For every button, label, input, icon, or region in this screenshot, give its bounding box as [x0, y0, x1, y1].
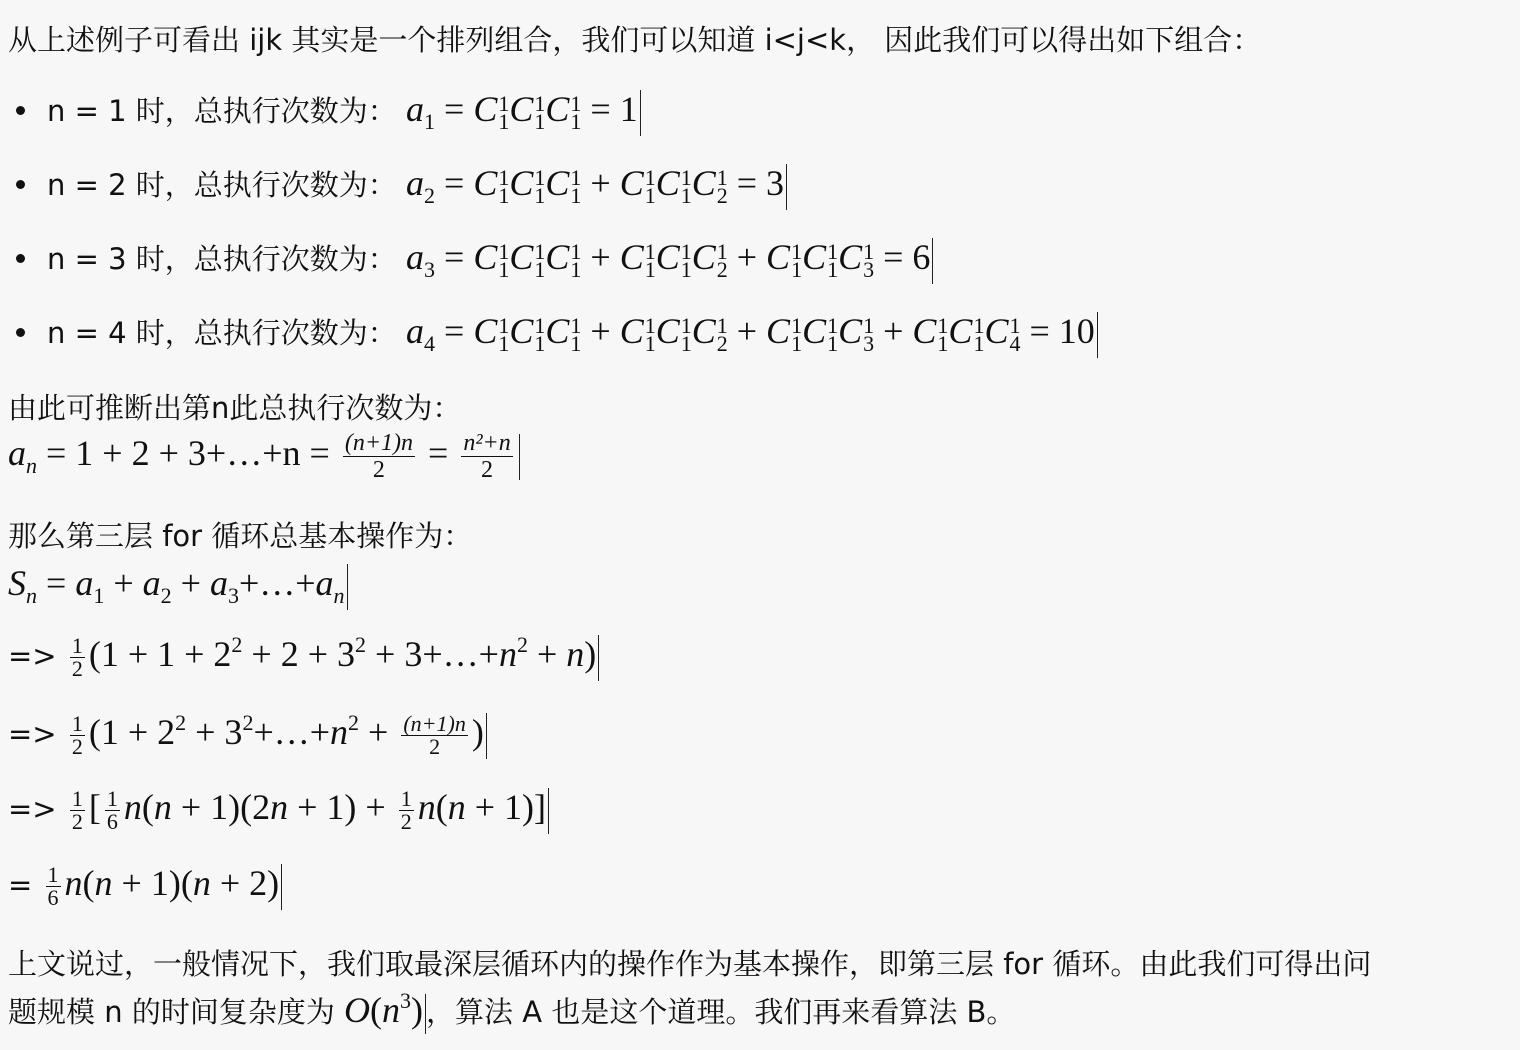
text-cursor	[786, 164, 787, 210]
text-cursor	[598, 635, 599, 681]
formula-a1: $a_1 = C$ 1 1 C 1 1 C 1 1 = 1	[406, 89, 641, 129]
conclusion-line-2: 题规模 n 的时间复杂度为 $O(n^3)$ ，算法 A 也是这个道理。我们再来看算法 B。	[8, 988, 1015, 1034]
bullet-icon	[16, 106, 25, 115]
text-cursor	[347, 564, 348, 610]
text-cursor	[1097, 312, 1098, 358]
case-n2: n = 2 时，总执行次数为： $a_2 = C$ 1 1 C 1 1 C 1 1 + C 1 1 C 1 1 C 1 2 = 3	[8, 162, 787, 210]
step-3: => $\frac{1}{2}$ [ $\frac{1}{6}$ n(n + 1)(2n + 1) + $\frac{1}{2}$ n(n + 1)]	[8, 786, 549, 834]
formula-an: $a_n = 1 + 2$ + 3+…+n = $\frac{(n+1)n}{2}$ = $\frac{\text{n²+n}}{2}$	[8, 430, 520, 483]
case-n4: n = 4 时，总执行次数为： $a_4 = C$ 1 1 C 1 1 C 1 1 + C 1 1 C 1 1 C 1 2 + C 1 1 C 1 1 C 1 3 + C 1 1 C 1 1 C 1 4 = 10	[8, 310, 1098, 358]
formula-sn: $S_n = a_1 + a_2$ + $a_3+\dots+a_n$	[8, 562, 348, 610]
text-cursor	[486, 713, 487, 759]
conclusion-line-1: 上文说过，一般情况下，我们取最深层循环内的操作作为基本操作，即第三层 for 循环。由此我们可得出问	[8, 947, 1372, 981]
case-n1: n = 1 时，总执行次数为： $a_1 = C$ 1 1 C 1 1 C 1 1 = 1	[8, 88, 641, 136]
formula-a2: $a_2 = C$ 1 1 C 1 1 C 1 1 + C 1 1 C 1 1 C 1 2 = 3	[406, 163, 787, 203]
text-cursor	[640, 90, 641, 136]
step-2: => $\frac{1}{2}$ ($1 + 2^2$ + $3^2+\dots+n^2$ + $\frac{(n+1)n}{2}$ )	[8, 710, 487, 759]
bullet-icon	[16, 328, 25, 337]
formula-a3: $a_3 = C$ 1 1 C 1 1 C 1 1 + C 1 1 C 1 1 C 1 2 + C 1 1 C 1 1 C 1 3 = 6	[406, 237, 933, 277]
case-n3: n = 3 时，总执行次数为： $a_3 = C$ 1 1 C 1 1 C 1 1 + C 1 1 C 1 1 C 1 2 + C 1 1 C 1 1 C 1 3 = 6	[8, 236, 933, 284]
text-cursor	[932, 238, 933, 284]
bullet-icon	[16, 180, 25, 189]
step-4: = $\frac{1}{6}$ n(n + 1)(n + 2)	[8, 862, 282, 910]
intro-text: 从上述例子可看出 ijk 其实是一个排列组合，我们可以知道 i<j<k， 因此我们可以得出如下组合：	[8, 23, 1262, 57]
bullet-icon	[16, 254, 25, 263]
third-loop-text: 那么第三层 for 循环总基本操作为：	[8, 519, 473, 553]
formula-a4: $a_4 = C$ 1 1 C 1 1 C 1 1 + C 1 1 C 1 1 C 1 2 + C 1 1 C 1 1 C 1 3 + C 1 1 C 1 1 C 1 4 = 10	[406, 311, 1098, 351]
step-1: => $\frac{1}{2}$ ($1 + 1 + 2^2 + 2 + 3^2$ + $3+\dots+n^2 + n$)	[8, 632, 599, 681]
infer-text: 由此可推断出第n此总执行次数为：	[8, 391, 462, 425]
text-cursor	[519, 434, 520, 480]
text-cursor	[281, 864, 282, 910]
text-cursor	[548, 788, 549, 834]
